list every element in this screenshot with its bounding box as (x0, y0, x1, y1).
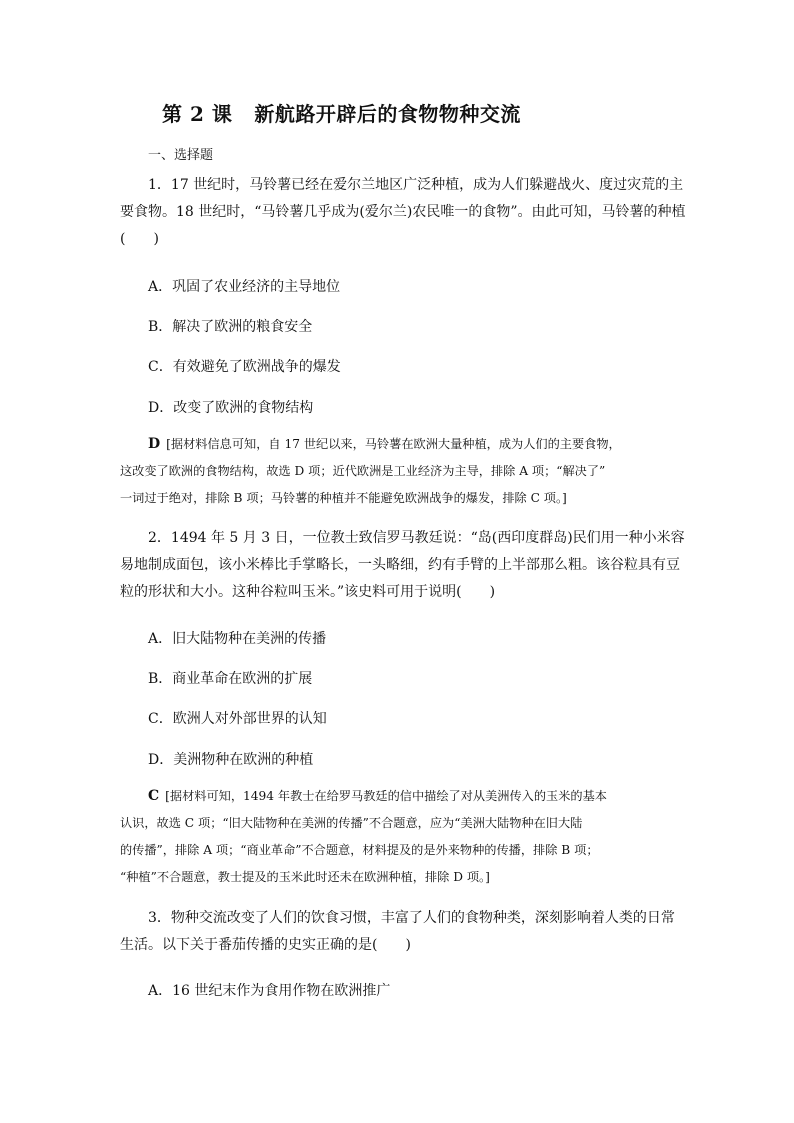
question-line: 1．17 世纪时，马铃薯已经在爱尔兰地区广泛种植，成为人们躲避战火、度过灾荒的主 (148, 177, 684, 193)
option-b: B．商业革命在欧洲的扩展 (148, 671, 313, 687)
option-c: C．欧洲人对外部世界的认知 (148, 711, 327, 727)
answer-1-explanation (120, 431, 650, 512)
page-title (162, 98, 521, 127)
answer-line: [据材料信息可知，自 17 世纪以来，马铃薯在欧洲大量种植，成为人们的主要食物， (166, 437, 621, 451)
question-line: 要食物。18 世纪时，“马铃薯几乎成为(爱尔兰)农民唯一的食物”。由此可知，马铃薯的种植 (120, 204, 686, 220)
option-a: A．旧大陆物种在美洲的传播 (148, 631, 327, 647)
question-line: 粒的形状和大小。这种谷粒叫玉米。”该史料可用于说明( ) (120, 584, 496, 600)
question-line: 生活。以下关于番茄传播的史实正确的是( ) (120, 937, 411, 953)
option-a: A．巩固了农业经济的主导地位 (148, 279, 341, 295)
question-3-stem (120, 905, 675, 959)
section-heading: 一、选择题 (148, 148, 214, 163)
question-line: 3．物种交流改变了人们的饮食习惯，丰富了人们的食物种类，深刻影响着人类的日常 (148, 910, 675, 926)
option-d: D．美洲物种在欧洲的种植 (148, 752, 314, 768)
lesson-number: 第 2 课 (162, 102, 233, 126)
option-a: A．16 世纪末作为食用作物在欧洲推广 (148, 983, 391, 999)
answer-line: “种植”不合题意，教士提及的玉米此时还未在欧洲种植，排除 D 项。] (120, 870, 490, 884)
question-line: 易地制成面包，该小米棒比手掌略长，一头略细，约有手臂的上半部那么粗。该谷粒具有豆 (120, 557, 680, 573)
question-2-stem (120, 525, 685, 606)
lesson-name: 新航路开辟后的食物物种交流 (254, 102, 521, 126)
option-c: C．有效避免了欧洲战争的爆发 (148, 359, 341, 375)
question-line: ( ) (120, 231, 159, 247)
answer-line: 一词过于绝对，排除 B 项；马铃薯的种植并不能避免欧洲战争的爆发，排除 C 项。] (120, 491, 567, 505)
answer-2-explanation (120, 783, 650, 891)
answer-key: C (148, 788, 160, 804)
answer-line: 这改变了欧洲的食物结构，故选 D 项；近代欧洲是工业经济为主导，排除 A 项；“解决了” (120, 464, 606, 478)
answer-line: 认识，故选 C 项；“旧大陆物种在美洲的传播”不合题意，应为“美洲大陆物种在旧大陆 (120, 816, 583, 830)
question-1-stem (120, 172, 686, 253)
answer-line: [据材料可知，1494 年教士在给罗马教廷的信中描绘了对从美洲传入的玉米的基本 (165, 789, 607, 803)
question-line: 2．1494 年 5 月 3 日，一位教士致信罗马教廷说：“岛(西印度群岛)民们用一种小米容 (148, 530, 685, 546)
option-d: D．改变了欧洲的食物结构 (148, 400, 314, 416)
option-b: B．解决了欧洲的粮食安全 (148, 319, 313, 335)
answer-key: D (148, 436, 161, 452)
answer-line: 的传播”，排除 A 项；“商业革命”不合题意，材料提及的是外来物种的传播，排除 B 项； (120, 843, 599, 857)
